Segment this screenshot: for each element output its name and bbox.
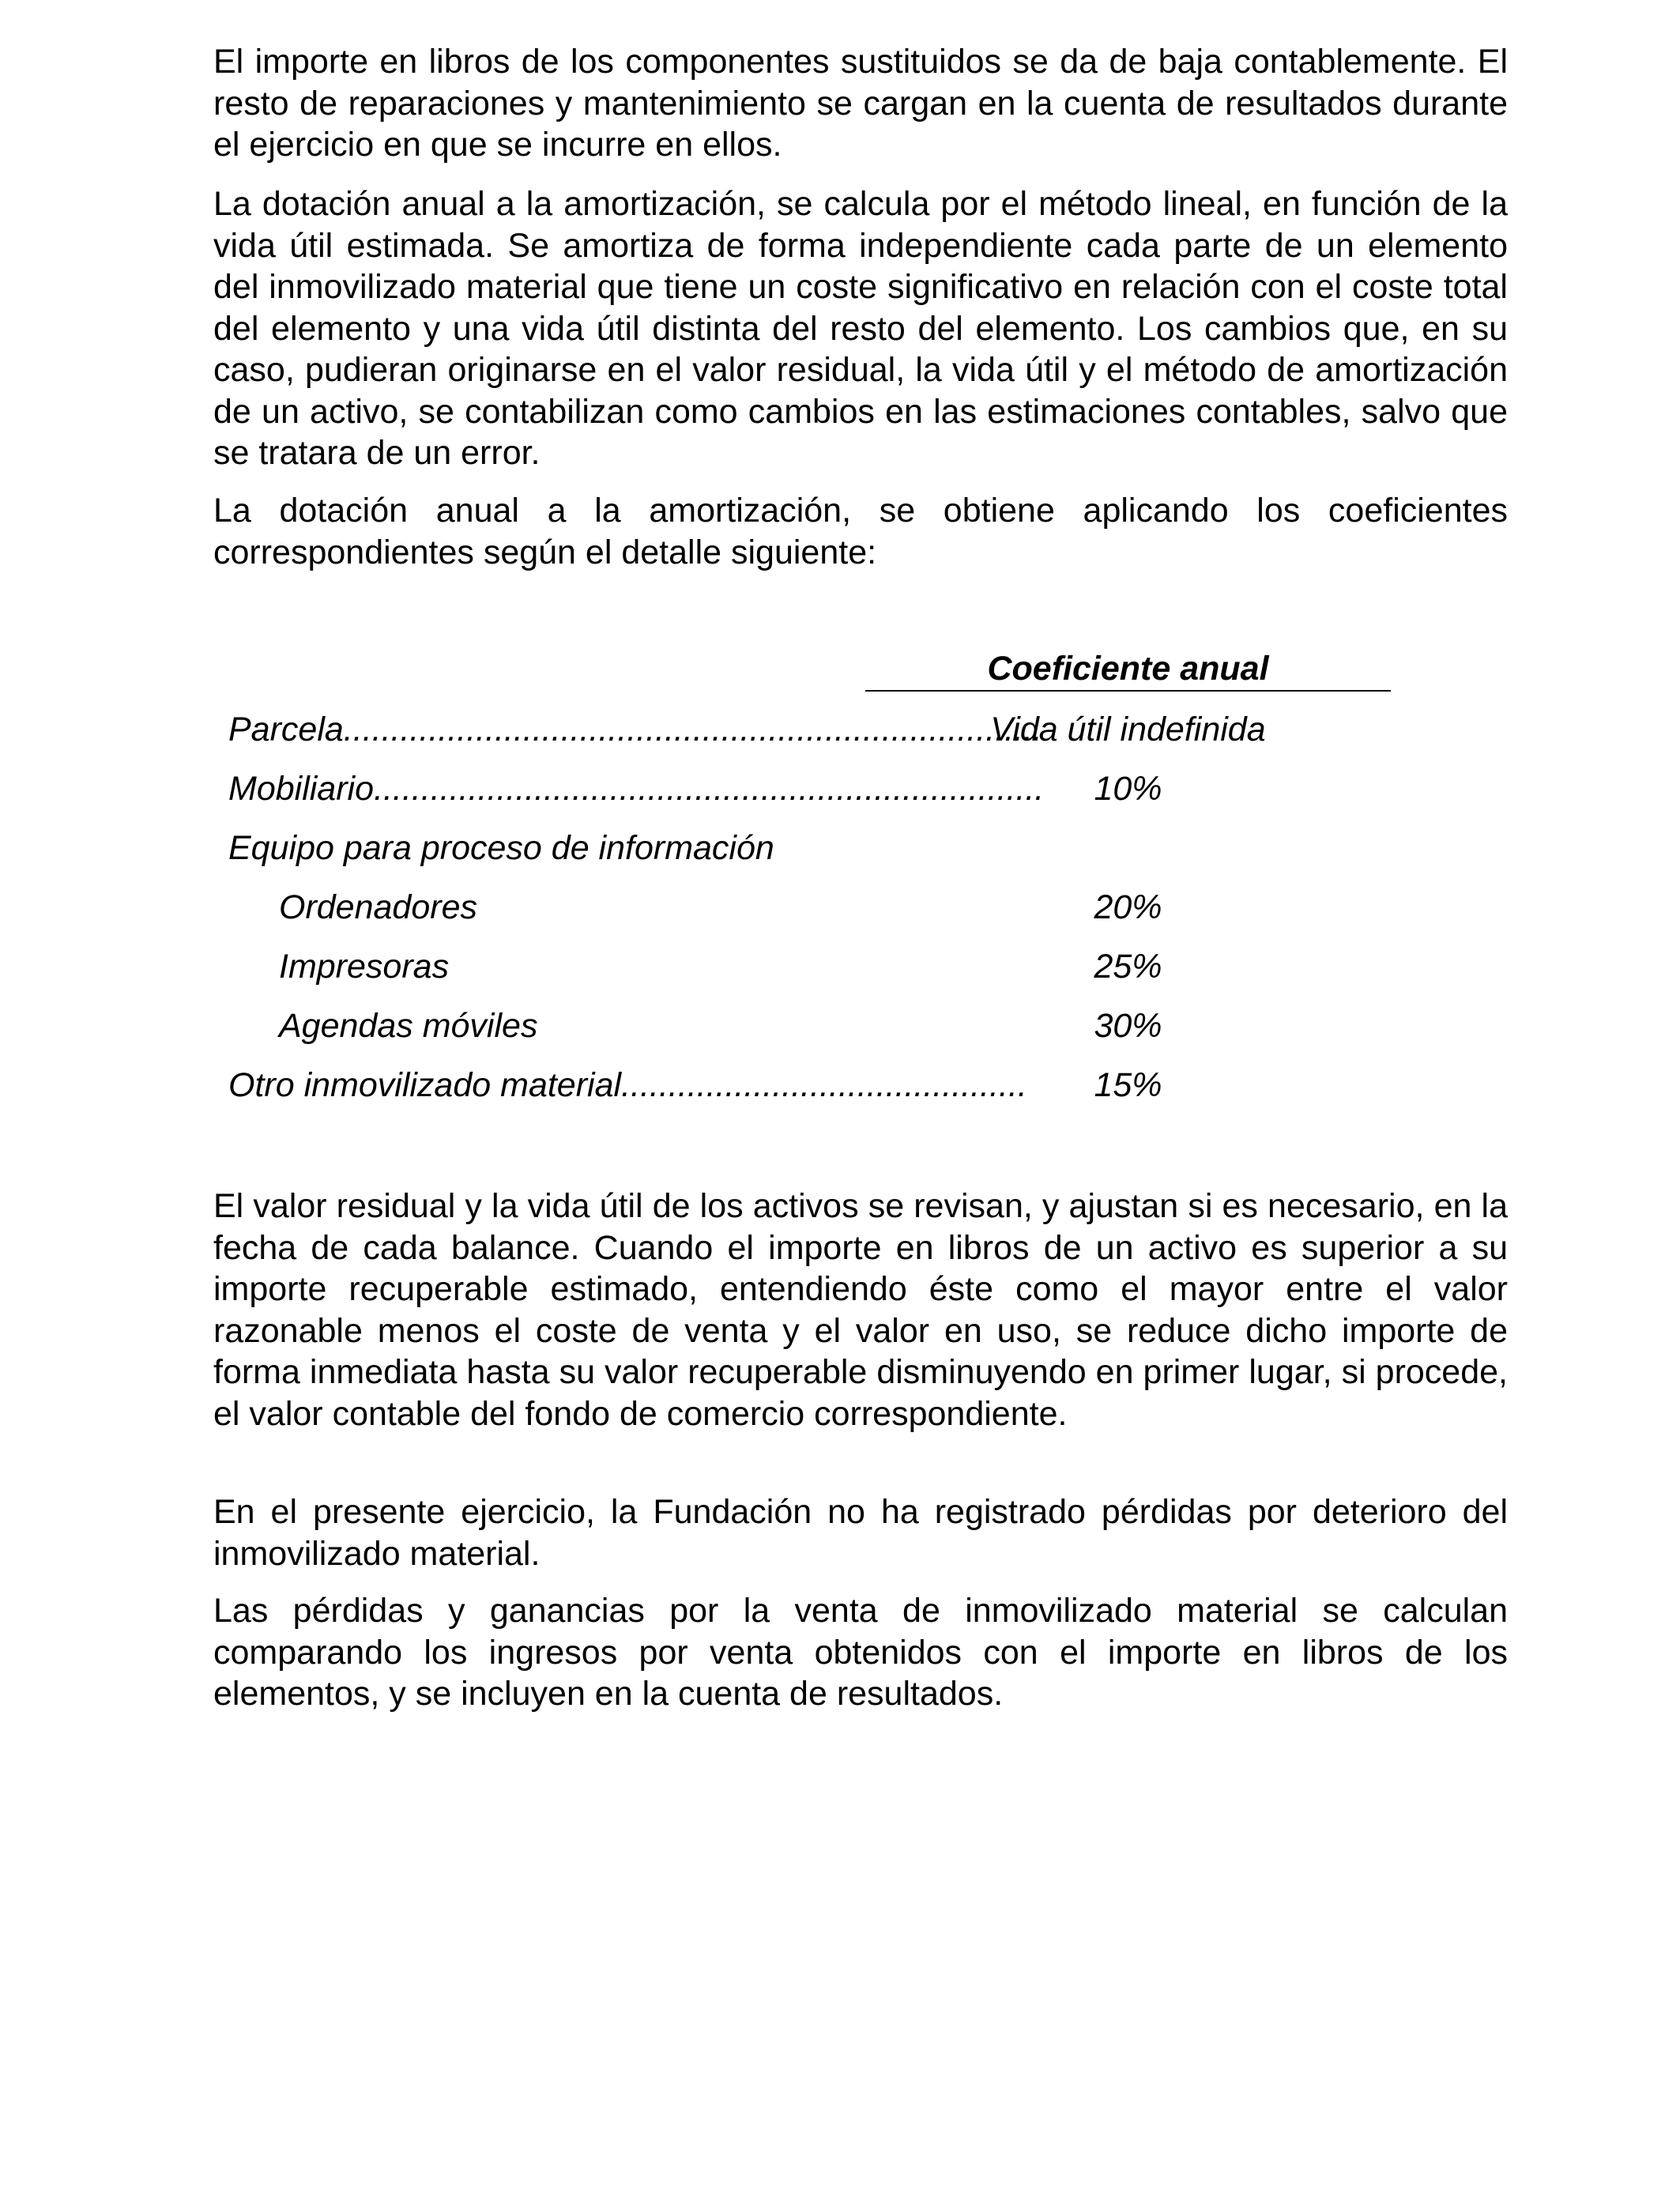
table-row	[0, 884, 1680, 931]
table-row	[0, 1061, 1680, 1109]
paragraph-componentes-sustituidos: El importe en libros de los componentes sustituidos se da de baja contablemente. El resto de reparaciones y mantenimiento se cargan en la cuenta de resultados durante el ejercicio en que se incurre en ellos.	[213, 43, 1508, 164]
table-row	[0, 765, 1680, 812]
table-row	[0, 706, 1680, 753]
paragraph-perdidas-ganancias-venta: Las pérdidas y ganancias por la venta de inmovilizado material se calculan comparando los ingresos por venta obtenidos con el importe en libros de los elementos, y se incluyen en la cuenta de resultados.	[213, 1592, 1508, 1713]
paragraph-valor-residual: El valor residual y la vida útil de los activos se revisan, y ajustan si es necesario, en la fecha de cada balance. Cuando el importe en libros de un activo es superior a su importe recuperable estimado, entendiendo éste como el mayor entre el valor razonable menos el coste de venta y el valor en uso, se reduce dicho importe de forma inmediata hasta su valor recuperable disminuyendo en primer lugar, si procede, el valor contable del fondo de comercio correspondiente.	[213, 1187, 1508, 1433]
table-row	[0, 1002, 1680, 1050]
row-label-mobiliario: Mobiliario.......................................................................	[228, 770, 1045, 808]
row-value-mobiliario: 10%	[1094, 770, 1162, 808]
paragraph-perdidas-deterioro: En el presente ejercicio, la Fundación no ha registrado pérdidas por deterioro del inmovilizado material.	[213, 1493, 1508, 1573]
row-label-agendas-moviles: Agendas móviles	[279, 1007, 538, 1045]
row-label-parcela: Parcela..........................................................................	[228, 711, 1042, 748]
column-header-underline	[865, 690, 1391, 692]
row-label-otro-inmovilizado: Otro inmovilizado material...........................................	[228, 1066, 1027, 1104]
column-header-coeficiente-anual: Coeficiente anual	[987, 650, 1269, 688]
row-value-agendas-moviles: 30%	[1094, 1007, 1162, 1045]
row-value-ordenadores: 20%	[1094, 888, 1162, 926]
paragraph-dotacion-metodo-lineal: La dotación anual a la amortización, se calcula por el método lineal, en función de la vida útil estimada. Se amortiza de forma independiente cada parte de un elemento del inmovilizado material que tiene un coste significativo en relación con el coste total del elemento y una vida útil distinta del resto del elemento. Los cambios que, en su caso, pudieran originarse en el valor residual, la vida útil y el método de amortización de un activo, se contabilizan como cambios en las estimaciones contables, salvo que se tratara de un error.	[213, 185, 1508, 472]
row-label-ordenadores: Ordenadores	[279, 888, 477, 926]
row-value-parcela: Vida útil indefinida	[990, 711, 1266, 748]
row-value-impresoras: 25%	[1094, 948, 1162, 986]
row-value-otro-inmovilizado: 15%	[1094, 1066, 1162, 1104]
table-row	[0, 943, 1680, 990]
row-label-equipo-proceso-informacion: Equipo para proceso de información	[228, 829, 774, 867]
table-row	[0, 824, 1680, 872]
paragraph-coeficientes-intro: La dotación anual a la amortización, se obtiene aplicando los coeficientes correspondientes según el detalle siguiente:	[213, 492, 1508, 571]
row-label-impresoras: Impresoras	[279, 948, 450, 986]
